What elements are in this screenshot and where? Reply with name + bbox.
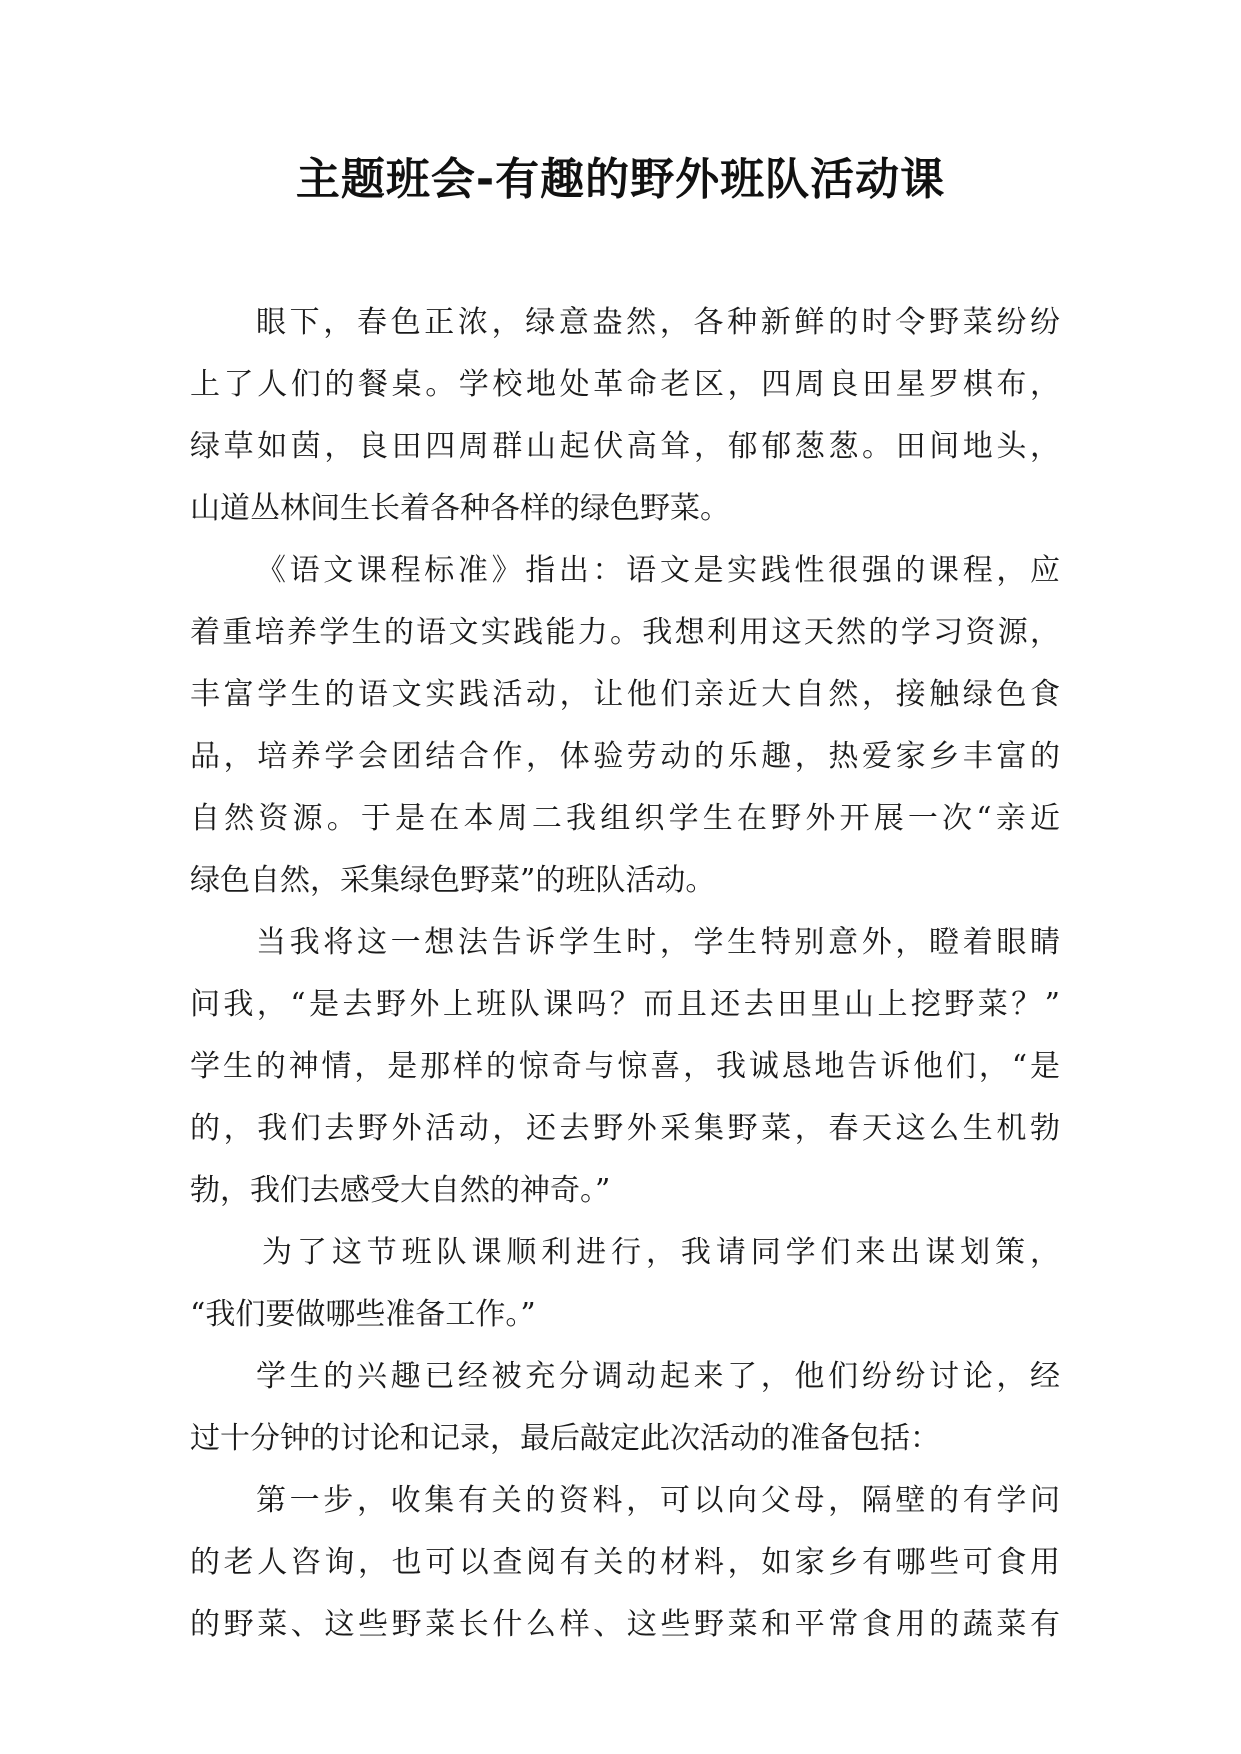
paragraph-3-line-5: 勃，我们去感受大自然的神奇。” — [190, 1173, 611, 1208]
paragraph-2-line-4: 品，培养学会团结合作，体验劳动的乐趣，热爱家乡丰富的 — [190, 739, 1060, 774]
paragraph-6-line-1: 第一步，收集有关的资料，可以向父母，隔壁的有学问 — [256, 1483, 1060, 1518]
paragraph-3-line-4: 的，我们去野外活动，还去野外采集野菜，春天这么生机勃 — [190, 1111, 1060, 1146]
paragraph-1-line-3: 绿草如茵，良田四周群山起伏高耸，郁郁葱葱。田间地头， — [190, 429, 1060, 464]
paragraph-1-line-4: 山道丛林间生长着各种各样的绿色野菜。 — [190, 491, 730, 526]
paragraph-2-line-6: 绿色自然，采集绿色野菜”的班队活动。 — [190, 863, 716, 898]
paragraph-5-line-2: 过十分钟的讨论和记录，最后敲定此次活动的准备包括： — [190, 1421, 940, 1456]
paragraph-1-line-2: 上了人们的餐桌。学校地处革命老区，四周良田星罗棋布， — [190, 367, 1060, 402]
paragraph-4-line-1: 为了这节班队课顺利进行，我请同学们来出谋划策， — [262, 1235, 1060, 1270]
paragraph-6-line-3: 的野菜、这些野菜长什么样、这些野菜和平常食用的蔬菜有 — [190, 1607, 1060, 1642]
paragraph-4-line-2: “我们要做哪些准备工作。” — [190, 1297, 536, 1332]
paragraph-3-line-1: 当我将这一想法告诉学生时，学生特别意外，瞪着眼睛 — [256, 925, 1060, 960]
paragraph-5-line-1: 学生的兴趣已经被充分调动起来了，他们纷纷讨论，经 — [256, 1359, 1060, 1394]
paragraph-2-line-2: 着重培养学生的语文实践能力。我想利用这天然的学习资源， — [190, 615, 1060, 650]
paragraph-6-line-2: 的老人咨询，也可以查阅有关的材料，如家乡有哪些可食用 — [190, 1545, 1060, 1580]
paragraph-3-line-3: 学生的神情，是那样的惊奇与惊喜，我诚恳地告诉他们，“是 — [190, 1049, 1060, 1084]
paragraph-2-line-1: 《语文课程标准》指出：语文是实践性很强的课程，应 — [256, 553, 1060, 588]
document-body — [190, 292, 1060, 1656]
paragraph-2-line-3: 丰富学生的语文实践活动，让他们亲近大自然，接触绿色食 — [190, 677, 1060, 712]
paragraph-2-line-5: 自然资源。于是在本周二我组织学生在野外开展一次“亲近 — [190, 801, 1060, 836]
paragraph-3-line-2: 问我，“是去野外上班队课吗？而且还去田里山上挖野菜？” — [190, 987, 1060, 1022]
document-title: 主题班会-有趣的野外班队活动课 — [295, 154, 946, 205]
paragraph-1-line-1: 眼下，春色正浓，绿意盎然，各种新鲜的时令野菜纷纷 — [256, 305, 1060, 340]
